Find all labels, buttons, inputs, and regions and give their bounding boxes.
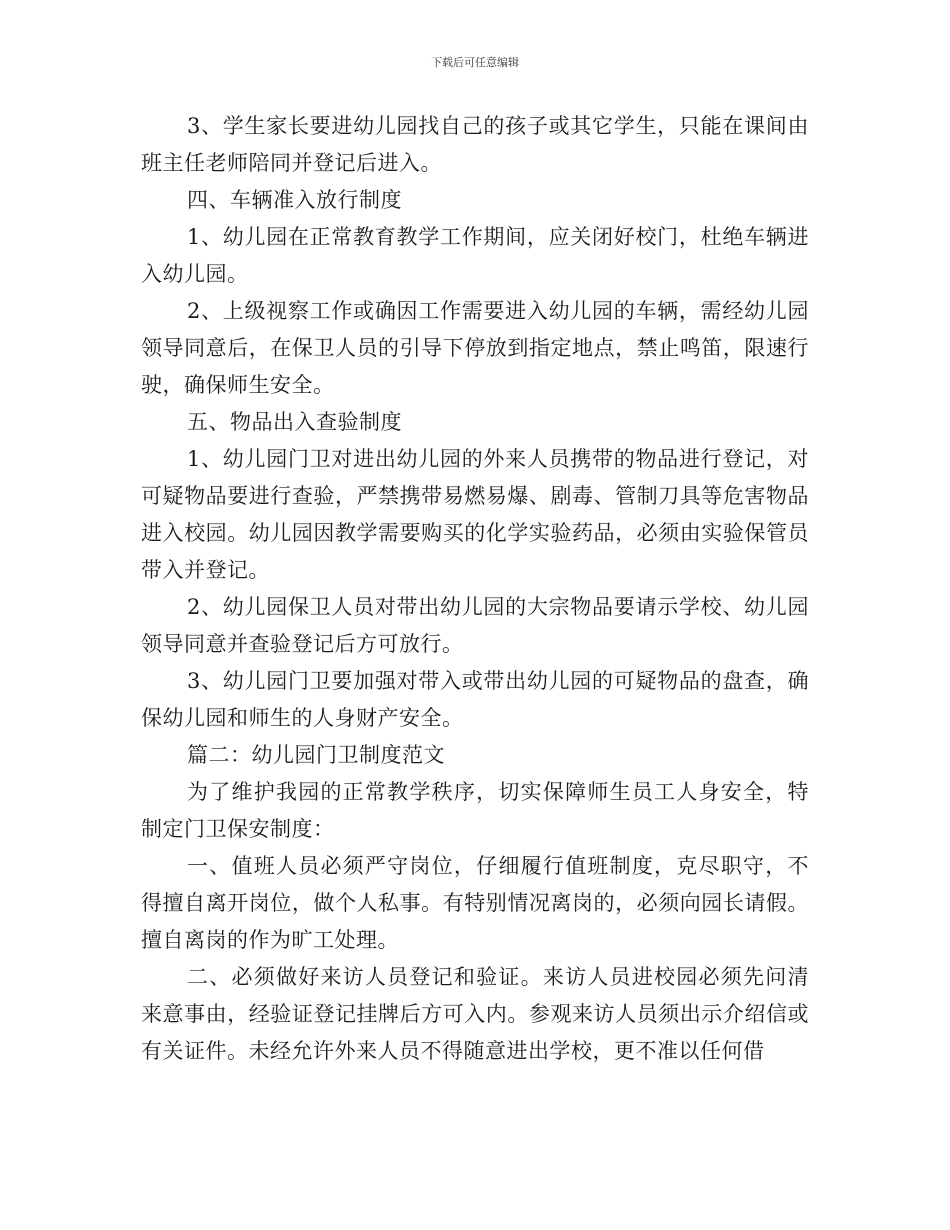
paragraph: 1、幼儿园门卫对进出幼儿园的外来人员携带的物品进行登记，对可疑物品要进行查验，严禁携带易燃易爆、剧毒、管制刀具等危害物品进入校园。幼儿园因教学需要购买的化学实验药品，必须由实验保管员带入并登记。 bbox=[141, 447, 809, 582]
paragraph: 为了维护我园的正常教学秩序，切实保障师生员工人身安全，特制定门卫保安制度： bbox=[141, 780, 809, 841]
paragraph: 2、上级视察工作或确因工作需要进入幼儿园的车辆，需经幼儿园领导同意后，在保卫人员的引导下停放到指定地点，禁止鸣笛，限速行驶，确保师生安全。 bbox=[141, 299, 809, 397]
article-heading: 篇二：幼儿园门卫制度范文 bbox=[187, 743, 445, 767]
page-header: 下载后可任意编辑 bbox=[431, 56, 519, 69]
paragraph: 二、必须做好来访人员登记和验证。来访人员进校园必须先问清来意事由，经验证登记挂牌后方可入内。参观来访人员须出示介绍信或有关证件。未经允许外来人员不得随意进出学校，更不准以任何借 bbox=[141, 965, 809, 1063]
paragraph: 一、值班人员必须严守岗位，仔细履行值班制度，克尽职守，不得擅自离开岗位，做个人私事。有特别情况离岗的，必须向园长请假。擅自离岗的作为旷工处理。 bbox=[141, 854, 809, 952]
paragraph: 1、幼儿园在正常教育教学工作期间，应关闭好校门，杜绝车辆进入幼儿园。 bbox=[141, 225, 809, 286]
section-heading: 五、物品出入查验制度 bbox=[187, 410, 402, 434]
paragraph: 3、幼儿园门卫要加强对带入或带出幼儿园的可疑物品的盘查，确保幼儿园和师生的人身财产安全。 bbox=[141, 669, 809, 730]
paragraph: 2、幼儿园保卫人员对带出幼儿园的大宗物品要请示学校、幼儿园领导同意并查验登记后方可放行。 bbox=[141, 595, 809, 656]
section-heading: 四、车辆准入放行制度 bbox=[187, 188, 402, 212]
document-body bbox=[141, 108, 809, 1070]
paragraph: 3、学生家长要进幼儿园找自己的孩子或其它学生，只能在课间由班主任老师陪同并登记后进入。 bbox=[141, 114, 809, 175]
